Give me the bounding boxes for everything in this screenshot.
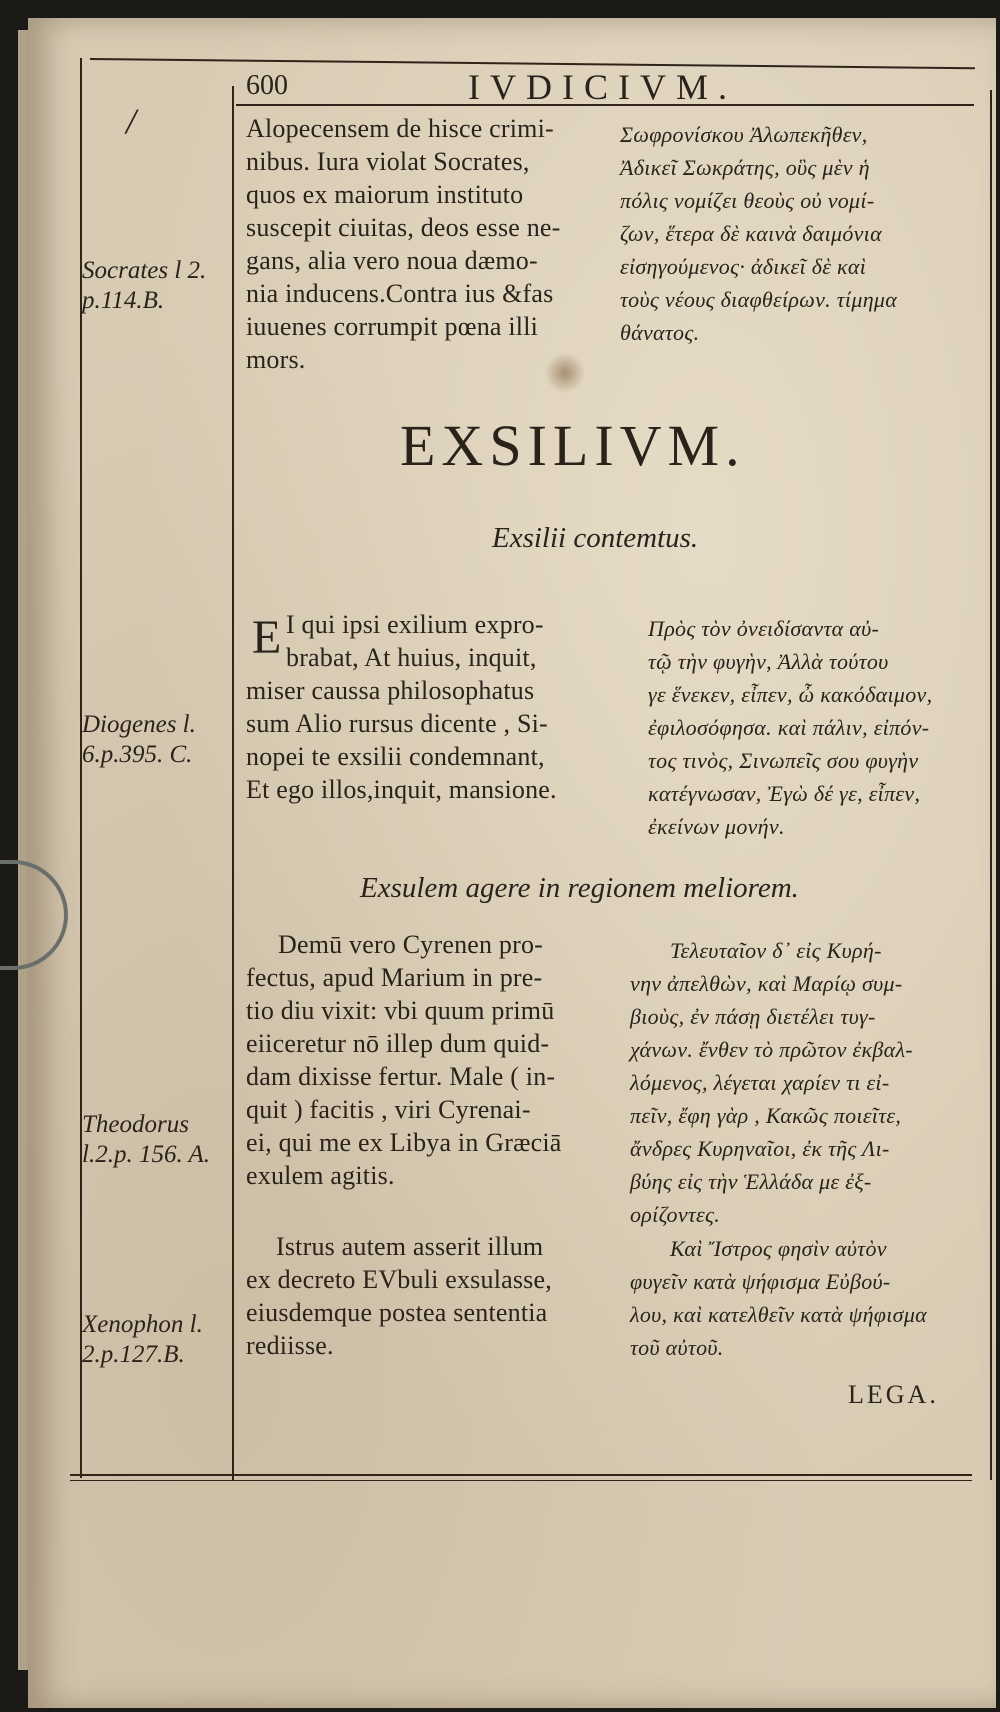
margin-rule bbox=[232, 86, 234, 1481]
frame-rule-bottom-thin bbox=[70, 1480, 972, 1481]
text-line: τοὺς νέους διαφθείρων. τίμημα bbox=[620, 287, 898, 312]
text-line: Πρὸς τὸν ὀνειδίσαντα αὐ- bbox=[648, 616, 880, 641]
margin-note-theodorus bbox=[82, 1110, 210, 1170]
margin-note-socrates bbox=[82, 256, 206, 316]
margin-note-line: l.2.p. 156. A. bbox=[82, 1141, 211, 1168]
text-line: I qui ipsi exilium expro- bbox=[286, 610, 544, 639]
subheading: Exsulem agere in regionem meliorem. bbox=[360, 872, 799, 904]
text-line: πεῖν, ἔφη γὰρ , Κακῶς ποιεῖτε, bbox=[630, 1103, 902, 1128]
margin-note-line: Socrates l 2. bbox=[82, 257, 207, 284]
catchword: LEGA. bbox=[848, 1380, 939, 1409]
section4-latin-text bbox=[246, 1230, 552, 1362]
ink-stain bbox=[545, 352, 585, 394]
margin-note-xenophon bbox=[82, 1310, 203, 1370]
text-line: quit ) facitis , viri Cyrenai- bbox=[246, 1095, 531, 1124]
text-line: γε ἕνεκεν, εἶπεν, ὦ κακόδαιμον, bbox=[648, 682, 933, 707]
text-line: τῷ τὴν φυγὴν, Ἀλλὰ τούτου bbox=[648, 649, 889, 674]
margin-tick-mark: / bbox=[126, 101, 137, 141]
margin-note-line: Theodorus bbox=[82, 1111, 189, 1138]
text-line: φυγεῖν κατὰ ψήφισμα Εὐβού- bbox=[630, 1269, 891, 1294]
text-line: λου, καὶ κατελθεῖν κατὰ ψήφισμα bbox=[630, 1302, 928, 1327]
text-line: ei, qui me ex Libya in Græciā bbox=[246, 1128, 562, 1157]
text-line: nia inducens.Contra ius &fas bbox=[246, 279, 554, 308]
text-line: βύης εἰς τὴν Ἑλλάδα με ἐξ- bbox=[630, 1169, 872, 1194]
text-line: Καὶ Ἴστρος φησὶν αὐτὸν bbox=[670, 1236, 887, 1261]
text-line: iuuenes corrumpit pœna illi bbox=[246, 312, 539, 341]
text-line: rediisse. bbox=[246, 1331, 334, 1360]
text-line: Et ego illos,inquit, mansione. bbox=[246, 775, 557, 804]
text-line: brabat, At huius, inquit, bbox=[286, 643, 537, 672]
text-line: ορίζοντες. bbox=[630, 1202, 721, 1227]
text-line: nopei te exsilii condemnant, bbox=[246, 742, 545, 771]
text-line: κατέγνωσαν, Ἐγὼ δέ γε, εἶπεν, bbox=[648, 781, 921, 806]
section2-latin-text bbox=[246, 674, 557, 806]
text-line: exulem agitis. bbox=[246, 1161, 395, 1190]
margin-note-line: 6.p.395. C. bbox=[82, 741, 193, 768]
text-line: ἐκείνων μονήν. bbox=[648, 814, 785, 839]
text-line: χάνων. ἔνθεν τὸ πρῶτον ἐκβαλ- bbox=[630, 1037, 913, 1062]
text-line: tio diu vixit: vbi quum primū bbox=[246, 996, 555, 1025]
text-line: Alopecensem de hisce crimi- bbox=[246, 114, 554, 143]
text-line: θάνατος. bbox=[620, 320, 700, 345]
section3-greek-text bbox=[630, 934, 913, 1231]
text-line: Istrus autem asserit illum bbox=[276, 1232, 544, 1261]
subheading: Exsilii contemtus. bbox=[492, 522, 699, 554]
text-line: πόλις νομίζει θεοὺς οὐ νομί- bbox=[620, 188, 875, 213]
section1-greek-text bbox=[620, 118, 897, 349]
section2-greek-text bbox=[648, 612, 932, 843]
section4-greek-text bbox=[630, 1232, 927, 1364]
text-line: quos ex maiorum instituto bbox=[246, 180, 524, 209]
section-title: EXSILIVM. bbox=[400, 413, 746, 478]
text-line: mors. bbox=[246, 345, 306, 374]
text-line: nibus. Iura violat Socrates, bbox=[246, 147, 530, 176]
margin-note-line: p.114.B. bbox=[82, 287, 165, 314]
text-line: gans, alia vero noua dæmo- bbox=[246, 246, 538, 275]
drop-capital: E bbox=[252, 611, 282, 664]
text-line: Ἀδικεῖ Σωκράτης, οὓς μὲν ἡ bbox=[620, 155, 870, 180]
text-line: Τελευταῖον δ᾽ εἰς Κυρή- bbox=[670, 938, 882, 963]
text-line: eiiceretur nō illep dum quid- bbox=[246, 1029, 550, 1058]
section2-latin-text-indented bbox=[286, 608, 544, 674]
text-line: ἐφιλοσόφησα. καὶ πάλιν, εἰπόν- bbox=[648, 715, 930, 740]
text-line: λόμενος, λέγεται χαρίεν τι εἰ- bbox=[630, 1070, 890, 1095]
frame-rule-bottom bbox=[70, 1474, 972, 1476]
margin-note-diogenes bbox=[82, 710, 196, 770]
text-line: eiusdemque postea sententia bbox=[246, 1298, 548, 1327]
text-line: εἰσηγούμενος· ἀδικεῖ δὲ καὶ bbox=[620, 254, 867, 279]
text-line: τος τινὸς, Σινωπεῖς σου φυγὴν bbox=[648, 748, 919, 773]
text-line: τοῦ αὐτοῦ. bbox=[630, 1335, 724, 1360]
margin-note-line: 2.p.127.B. bbox=[82, 1341, 185, 1368]
text-line: βιοὺς, ἐν πάσῃ διετέλει τυγ- bbox=[630, 1004, 876, 1029]
text-line: νην ἀπελθὼν, καὶ Μαρίῳ συμ- bbox=[630, 971, 903, 996]
section3-latin-text bbox=[246, 928, 562, 1192]
running-head: IVDICIVM. bbox=[468, 67, 737, 107]
text-line: Demū vero Cyrenen pro- bbox=[278, 930, 544, 959]
page-number: 600 bbox=[246, 70, 288, 101]
frame-rule-right bbox=[990, 90, 992, 1480]
text-line: ex decreto EVbuli exsulasse, bbox=[246, 1265, 552, 1294]
text-line: ἄνδρες Κυρηναῖοι, ἐκ τῆς Λι- bbox=[630, 1136, 890, 1161]
text-line: ζων, ἕτερα δὲ καινὰ δαιμόνια bbox=[620, 221, 882, 246]
margin-note-line: Diogenes l. bbox=[82, 711, 196, 738]
text-line: dam dixisse fertur. Male ( in- bbox=[246, 1062, 556, 1091]
text-line: sum Alio rursus dicente , Si- bbox=[246, 709, 548, 738]
margin-note-line: Xenophon l. bbox=[82, 1311, 203, 1338]
text-line: suscepit ciuitas, deos esse ne- bbox=[246, 213, 561, 242]
text-line: miser caussa philosophatus bbox=[246, 676, 535, 705]
section1-latin-text bbox=[246, 112, 561, 376]
text-line: fectus, apud Marium in pre- bbox=[246, 963, 543, 992]
text-line: Σωφρονίσκου Ἀλωπεκῆθεν, bbox=[620, 122, 868, 147]
